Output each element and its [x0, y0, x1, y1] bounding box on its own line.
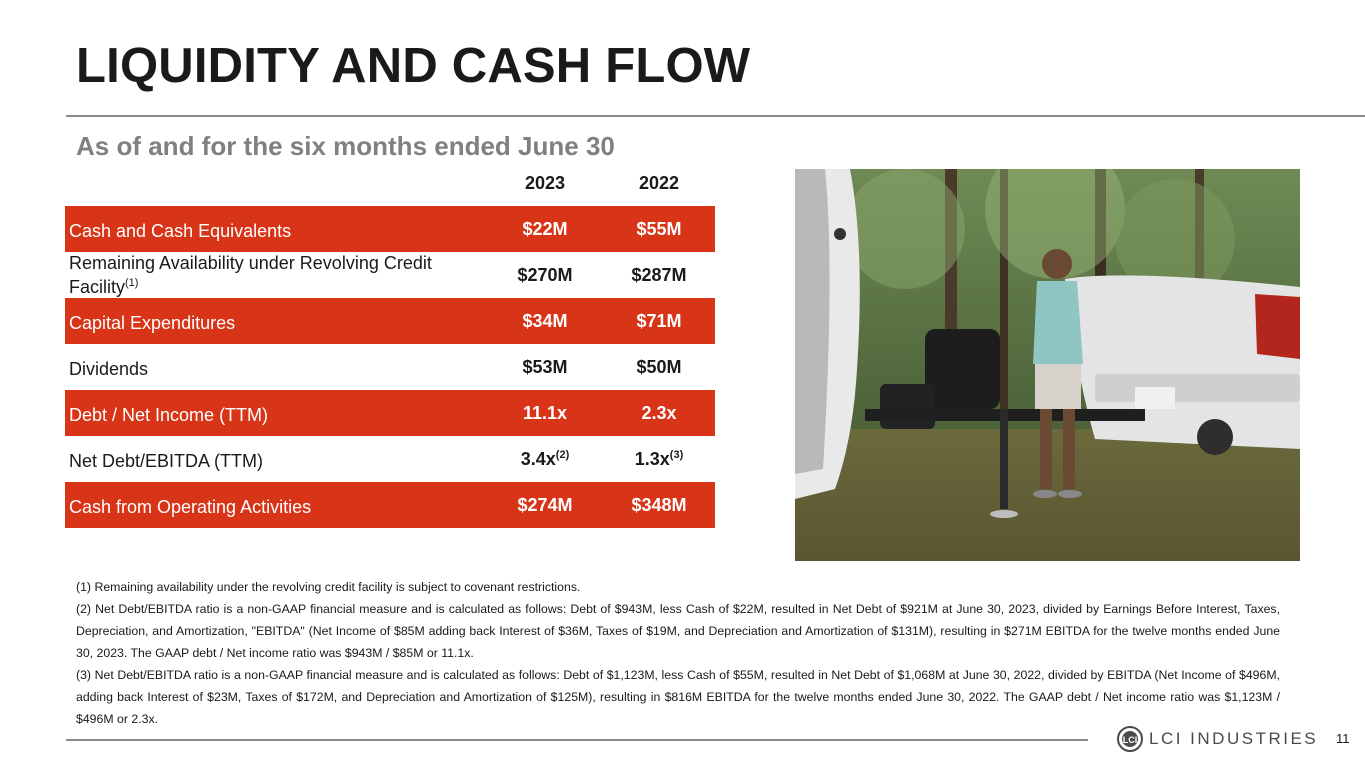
value-2023: $34M [522, 310, 568, 331]
value-2022: $71M [636, 310, 682, 331]
logo-text: LCI INDUSTRIES [1149, 729, 1319, 748]
value-2023: $3.4x^{(2)}$ [520, 448, 570, 469]
footnote-1: (1) Remaining availability under the revolving credit facility is subject to covenant restrictions. [76, 580, 581, 594]
title-divider [66, 115, 1365, 117]
rv-trailer-photo [795, 169, 1300, 561]
table-row [65, 298, 715, 344]
footnote-3: (3) Net Debt/EBITDA ratio is a non-GAAP financial measure and is calculated as follows: Debt of $1,123M, less Cash of $55M, resulted in Net Debt of $1,068M at June 30, 2022, divided by EBITDA (Net Income of $496M, adding back Interest of $23M, Taxes of $172M, and Depreciation and Amortization of $125M), resulting in $816M EBITDA for the twelve months ended June 30, 2022. The GAAP debt / Net income ratio was $1,123M / $496M or 2.3x. [76, 668, 1280, 726]
column-header-2023: 2023 [524, 173, 566, 193]
value-2022: $287M [631, 264, 687, 285]
value-2022: $50M [636, 356, 682, 377]
row-label: Remaining Availability under Revolving Credit Facility$^{(1)}$ [69, 253, 432, 297]
table-row [65, 436, 715, 482]
value-2022: $55M [636, 218, 682, 239]
table-row [65, 344, 715, 390]
metrics-table [65, 206, 715, 528]
table-row [65, 206, 715, 252]
lci-logo-icon [1117, 726, 1143, 752]
value-2023: $22M [522, 218, 568, 239]
table-row [65, 482, 715, 528]
photo-illustration [795, 169, 1300, 561]
row-label: Net Debt/EBITDA (TTM) [69, 451, 264, 471]
table-row [65, 390, 715, 436]
row-label: Cash from Operating Activities [69, 497, 312, 517]
row-label: Debt / Net Income (TTM) [69, 405, 269, 425]
company-logo [1117, 726, 1318, 752]
page-title: LIQUIDITY AND CASH FLOW [76, 39, 751, 93]
footnote-2: (2) Net Debt/EBITDA ratio is a non-GAAP financial measure and is calculated as follows: Debt of $943M, less Cash of $22M, resulted in Net Debt of $921M at June 30, 2023, divided by Earnings Before Interest, Taxes, Depreciation, and Amortization, "EBITDA" (Net Income of $85M adding back Interest of $36M, Taxes of $19M, and Depreciation and Amortization of $131M), resulting in $271M EBITDA for the twelve months ended June 30, 2023. The GAAP debt / Net income ratio was $943M / $85M or 11.1x. [76, 602, 1280, 660]
value-2022: $348M [631, 494, 687, 515]
footnotes [76, 576, 1280, 730]
row-label: Dividends [69, 359, 149, 379]
value-2023: $270M [517, 264, 573, 285]
value-2022: 2.3x [641, 402, 677, 423]
svg-text:LCI: LCI [1122, 735, 1138, 745]
footer-divider [66, 739, 1088, 741]
value-2023: $53M [522, 356, 568, 377]
page-number: 11 [1336, 731, 1350, 746]
value-2023: 11.1x [522, 402, 568, 423]
value-2022: $1.3x^{(3)}$ [634, 448, 684, 469]
row-label: Capital Expenditures [69, 313, 236, 333]
value-2023: $274M [517, 494, 573, 515]
subtitle: As of and for the six months ended June 30 [76, 131, 615, 161]
row-label: Cash and Cash Equivalents [69, 221, 292, 241]
column-header-2022: 2022 [638, 173, 680, 193]
table-row [65, 252, 715, 298]
